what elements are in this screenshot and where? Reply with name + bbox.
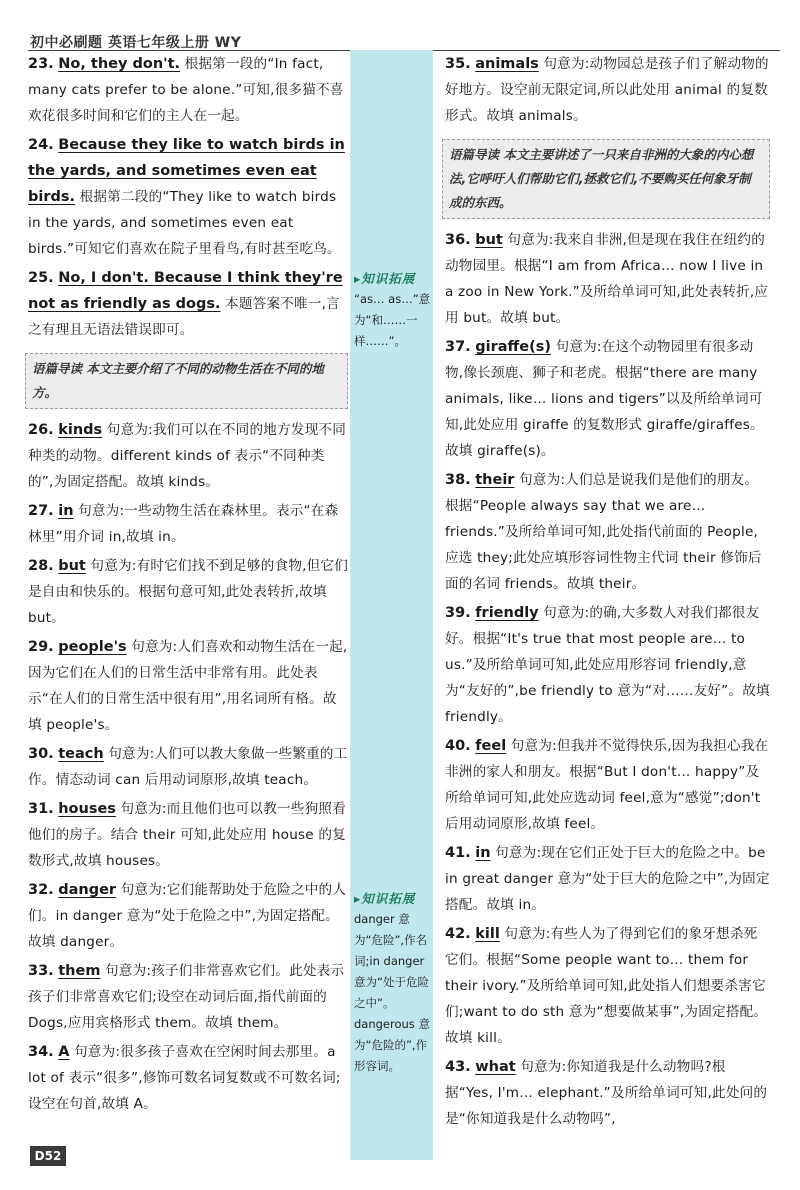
question-number: 24. — [28, 137, 54, 153]
question-number: 32. — [28, 882, 54, 898]
arrow-icon: ▸ — [354, 891, 362, 906]
answer-item — [28, 132, 348, 262]
guide-text: 本文主要介绍了不同的动物生活在不同的地方。 — [32, 361, 324, 400]
reading-guide — [442, 139, 770, 219]
knowledge-box-text: “as… as…”意为“和……一样……”。 — [354, 292, 431, 348]
question-number: 33. — [28, 963, 54, 979]
question-number: 42. — [445, 926, 471, 942]
answer-item — [445, 840, 770, 918]
question-number: 27. — [28, 503, 54, 519]
answer-text: what — [475, 1059, 516, 1075]
answer-text: teach — [58, 746, 104, 762]
knowledge-box-1 — [354, 268, 432, 352]
explanation-text: 句意为:我来自非洲,但是现在我住在纽约的动物园里。根据“I am from Africa… now I live in a zoo in New York.”及所给单词可知,此处表转折,应用 but。故填 but。 — [445, 232, 769, 326]
knowledge-box-2 — [354, 888, 432, 1077]
question-number: 28. — [28, 558, 54, 574]
question-number: 38. — [445, 472, 471, 488]
question-number: 29. — [28, 639, 54, 655]
reading-guide — [25, 353, 348, 409]
answer-item — [28, 51, 348, 129]
answer-text: friendly — [475, 605, 539, 621]
answer-text: in — [58, 503, 74, 519]
question-number: 25. — [28, 270, 54, 286]
explanation-text: 句意为:你知道我是什么动物吗?根据“Yes, I'm… elephant.”及所给单词可知,此处问的是“你知道我是什么动物吗”, — [445, 1059, 768, 1127]
explanation-text: 句意为:的确,大多数人对我们都很友好。根据“It's true that most people are… to us.”及所给单词可知,此处应用形容词 friendly,意为“友好的”,be friendly to 意为“对……友好”。故填 friendly。 — [445, 605, 770, 725]
question-number: 31. — [28, 801, 54, 817]
answer-item — [28, 958, 348, 1036]
answer-item — [28, 796, 348, 874]
answer-text: A — [58, 1044, 70, 1060]
answer-item — [445, 600, 770, 730]
explanation-text: 句意为:但我并不觉得快乐,因为我担心我在非洲的家人和朋友。根据“But I don't… happy”及所给单词可知,此处应选动词 feel,意为“感觉”;don't 后用动词原形,故填 feel。 — [445, 738, 769, 832]
answer-item — [445, 467, 770, 597]
explanation-text: 句意为:一些动物生活在森林里。表示“在森林里”用介词 in,故填 in。 — [28, 503, 339, 545]
answer-text: their — [475, 472, 515, 488]
page-number: D52 — [30, 1146, 66, 1166]
answer-text: but — [475, 232, 503, 248]
answer-text: kill — [475, 926, 500, 942]
answer-item — [28, 741, 348, 793]
question-number: 35. — [445, 56, 471, 72]
explanation-text: 句意为:它们能帮助处于危险之中的人们。in danger 意为“处于危险之中”,为固定搭配。故填 danger。 — [28, 882, 347, 950]
answer-item — [445, 733, 770, 837]
question-number: 43. — [445, 1059, 471, 1075]
explanation-text: 句意为:人们可以教大象做一些繁重的工作。情态动词 can 后用动词原形,故填 teach。 — [28, 746, 348, 788]
knowledge-box-text: danger 意为“危险”,作名词;in danger 意为“处于危险之中”。dangerous 意为“危险的”,作形容词。 — [354, 912, 430, 1073]
explanation-text: 句意为:很多孩子喜欢在空闲时间去那里。a lot of 表示“很多”,修饰可数名词复数或不可数名词;设空在句首,故填 A。 — [28, 1044, 341, 1112]
explanation-text: 句意为:我们可以在不同的地方发现不同种类的动物。different kinds of 表示“不同种类的”,为固定搭配。故填 kinds。 — [28, 422, 347, 490]
guide-label: 语篇导读 — [32, 361, 83, 376]
explanation-text: 句意为:在这个动物园里有很多动物,像长颈鹿、狮子和老虎。根据“there are many animals, like… lions and tigers”以及所给单词可知,此处应用 giraffe 的复数形式 giraffe/giraffes。故填 giraffe(s)。 — [445, 339, 764, 459]
answer-text: Because they like to watch birds in the yards, and sometimes even eat birds. — [28, 137, 345, 205]
question-number: 37. — [445, 339, 471, 355]
question-number: 39. — [445, 605, 471, 621]
answer-item — [28, 498, 348, 550]
answer-text: No, I don't. Because I think they're not as friendly as dogs. — [28, 270, 343, 312]
answer-item — [28, 877, 348, 955]
explanation-text: 句意为:现在它们正处于巨大的危险之中。be in great danger 意为“处于巨大的危险之中”,为固定搭配。故填 in。 — [445, 845, 770, 913]
answer-text: giraffe(s) — [475, 339, 551, 355]
right-column — [445, 48, 770, 1132]
question-number: 23. — [28, 56, 54, 72]
answer-item — [445, 1054, 770, 1132]
guide-text: 本文主要讲述了一只来自非洲的大象的内心想法,它呼吁人们帮助它们,拯救它们,不要购买任何象牙制成的东西。 — [449, 147, 754, 210]
explanation-text: 句意为:而且他们也可以教一些狗照看他们的房子。结合 their 可知,此处应用 house 的复数形式,故填 houses。 — [28, 801, 346, 869]
answer-text: houses — [58, 801, 116, 817]
explanation-text: 句意为:有些人为了得到它们的象牙想杀死它们。根据“Some people want to… them for their ivory.”及所给单词可知,此处指人们想要杀害它们;want to do sth 意为“想要做某事”,为固定搭配。故填 kill。 — [445, 926, 768, 1046]
answer-text: animals — [475, 56, 539, 72]
knowledge-box-title: ▸知识拓展 — [354, 891, 416, 906]
answer-text: them — [58, 963, 101, 979]
answer-item — [28, 634, 348, 738]
answer-text: feel — [475, 738, 507, 754]
explanation-text: 句意为:人们总是说我们是他们的朋友。根据“People always say that we are… friends.”及所给单词可知,此处指代前面的 People,应选 they;此处应填形容词性物主代词 their 修饰后面的名词 friends。故填 their。 — [445, 472, 762, 592]
explanation-text: 本题答案不唯一,言之有理且无语法错误即可。 — [28, 296, 340, 338]
answer-text: but — [58, 558, 86, 574]
answer-text: No, they don't. — [58, 56, 181, 72]
page-header — [0, 0, 800, 50]
answer-text: in — [475, 845, 491, 861]
explanation-text: 句意为:人们喜欢和动物生活在一起,因为它们在人们的日常生活中非常有用。此处表示“在人们的日常生活中很有用”,用名词所有格。故填 people's。 — [28, 639, 348, 733]
question-number: 30. — [28, 746, 54, 762]
answer-text: people's — [58, 639, 127, 655]
answer-text: kinds — [58, 422, 103, 438]
question-number: 36. — [445, 232, 471, 248]
answer-item — [28, 553, 348, 631]
knowledge-box-title: ▸知识拓展 — [354, 271, 416, 286]
explanation-text: 根据第二段的“They like to watch birds in the yards, and sometimes even eat birds.”可知它们喜欢在院子里看鸟,有时甚至吃鸟。 — [28, 189, 341, 257]
answer-item — [445, 227, 770, 331]
explanation-text: 句意为:孩子们非常喜欢它们。此处表示孩子们非常喜欢它们;设空在动词后面,指代前面的 Dogs,应用宾格形式 them。故填 them。 — [28, 963, 345, 1031]
answer-item — [28, 1039, 348, 1117]
explanation-text: 句意为:动物园总是孩子们了解动物的好地方。设空前无限定词,所以此处用 animal 的复数形式。故填 animals。 — [445, 56, 769, 124]
answer-item — [445, 51, 770, 129]
answer-text: danger — [58, 882, 117, 898]
explanation-text: 根据第一段的“In fact, many cats prefer to be alone.”可知,很多猫不喜欢花很多时间和它们的主人在一起。 — [28, 56, 344, 124]
guide-label: 语篇导读 — [449, 147, 500, 162]
header-title: 初中必刷题 英语七年级上册 WY — [30, 35, 242, 51]
answer-item — [445, 921, 770, 1051]
answer-item — [28, 265, 348, 343]
answer-item — [445, 334, 770, 464]
question-number: 40. — [445, 738, 471, 754]
explanation-text: 句意为:有时它们找不到足够的食物,但它们是自由和快乐的。根据句意可知,此处表转折,故填 but。 — [28, 558, 349, 626]
question-number: 26. — [28, 422, 54, 438]
answer-item — [28, 417, 348, 495]
left-column — [28, 48, 348, 1117]
question-number: 41. — [445, 845, 471, 861]
arrow-icon: ▸ — [354, 271, 362, 286]
question-number: 34. — [28, 1044, 54, 1060]
